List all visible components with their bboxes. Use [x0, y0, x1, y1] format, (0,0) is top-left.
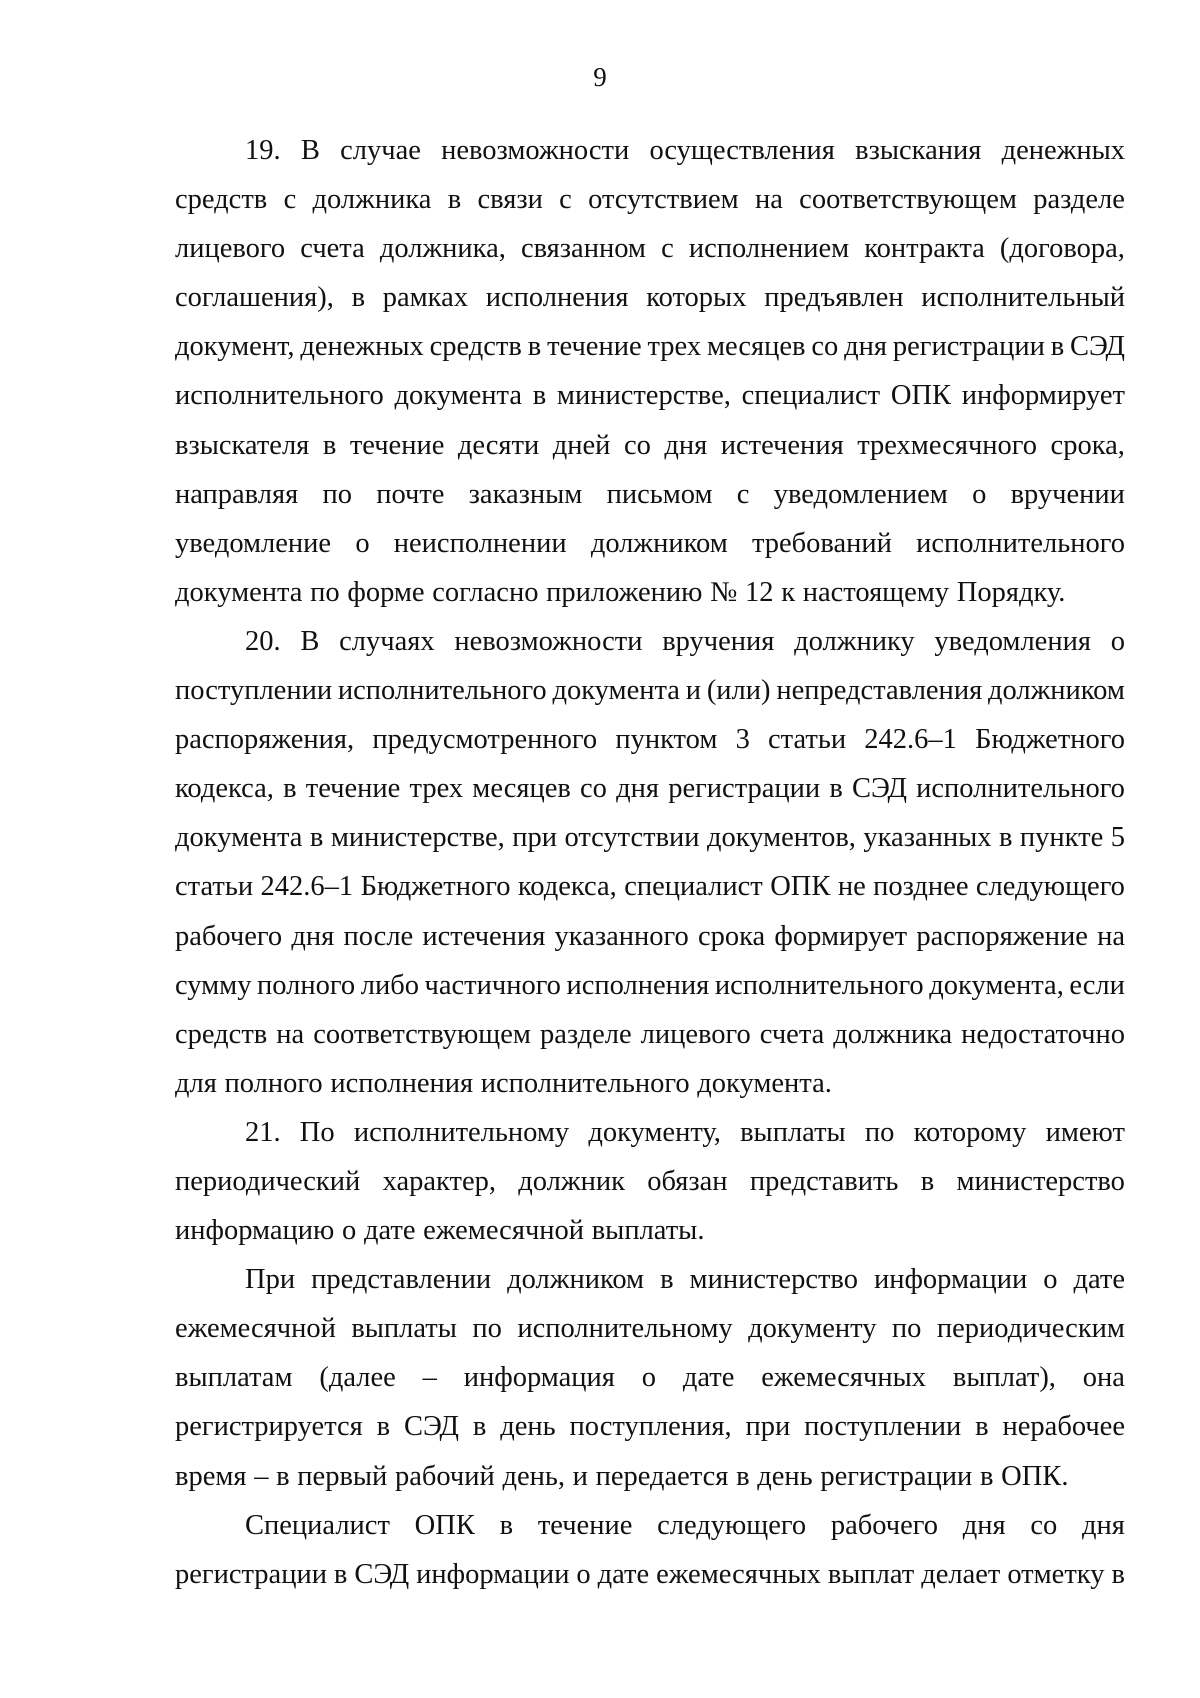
text-line: исполнительного документа в министерстве, специалист ОПК информирует	[175, 380, 1125, 412]
text-line: документа в министерстве, при отсутствии документов, указанных в пункте 5	[175, 822, 1125, 854]
text-line: кодекса, в течение трех месяцев со дня регистрации в СЭД исполнительного	[175, 773, 1125, 805]
text-line: 20. В случаях невозможности вручения должнику уведомления о	[245, 625, 1125, 657]
text-line: рабочего дня после истечения указанного срока формирует распоряжение на	[175, 920, 1125, 952]
text-line: Специалист ОПК в течение следующего рабочего дня со дня	[245, 1509, 1125, 1541]
text-line: сумму полного либо частичного исполнения исполнительного документа, если	[175, 969, 1125, 1001]
text-line: статьи 242.6–1 Бюджетного кодекса, специалист ОПК не позднее следующего	[175, 871, 1125, 903]
text-line: направляя по почте заказным письмом с уведомлением о вручении	[175, 478, 1125, 510]
text-line: для полного исполнения исполнительного документа.	[175, 1067, 832, 1099]
text-line: регистрируется в СЭД в день поступления, при поступлении в нерабочее	[175, 1411, 1125, 1443]
text-line: При представлении должником в министерство информации о дате	[245, 1264, 1125, 1296]
text-line: поступлении исполнительного документа и (или) непредставления должником	[175, 675, 1125, 707]
text-line: выплатам (далее – информация о дате ежемесячных выплат), она	[175, 1362, 1125, 1394]
text-line: документ, денежных средств в течение трех месяцев со дня регистрации в СЭД	[175, 331, 1125, 363]
paragraph-p20	[175, 617, 1125, 1108]
paragraph-p21c	[175, 1501, 1125, 1599]
text-line: регистрации в СЭД информации о дате ежемесячных выплат делает отметку в	[175, 1558, 1125, 1590]
text-line: информацию о дате ежемесячной выплаты.	[175, 1215, 705, 1247]
text-line: средств с должника в связи с отсутствием на соответствующем разделе	[175, 184, 1125, 216]
text-line: распоряжения, предусмотренного пунктом 3 статьи 242.6–1 Бюджетного	[175, 724, 1125, 756]
paragraph-p19	[175, 126, 1125, 617]
text-line: лицевого счета должника, связанном с исполнением контракта (договора,	[175, 233, 1125, 265]
text-line: взыскателя в течение десяти дней со дня истечения трехмесячного срока,	[175, 429, 1125, 461]
paragraph-p21b	[175, 1255, 1125, 1500]
text-line: средств на соответствующем разделе лицевого счета должника недостаточно	[175, 1018, 1125, 1050]
text-line: 21. По исполнительному документу, выплаты по которому имеют	[245, 1116, 1125, 1148]
text-line: 19. В случае невозможности осуществления взыскания денежных	[245, 135, 1125, 166]
text-line: время – в первый рабочий день, и передается в день регистрации в ОПК.	[175, 1460, 1069, 1492]
text-line: документа по форме согласно приложению № 12 к настоящему Порядку.	[175, 576, 1066, 608]
page-number: 9	[593, 62, 607, 92]
text-line: соглашения), в рамках исполнения которых предъявлен исполнительный	[175, 282, 1125, 314]
document-body	[175, 126, 1125, 1599]
text-line: ежемесячной выплаты по исполнительному документу по периодическим	[175, 1313, 1125, 1345]
paragraph-p21	[175, 1108, 1125, 1255]
text-line: периодический характер, должник обязан представить в министерство	[175, 1165, 1125, 1197]
text-line: уведомление о неисполнении должником требований исполнительного	[175, 527, 1125, 559]
